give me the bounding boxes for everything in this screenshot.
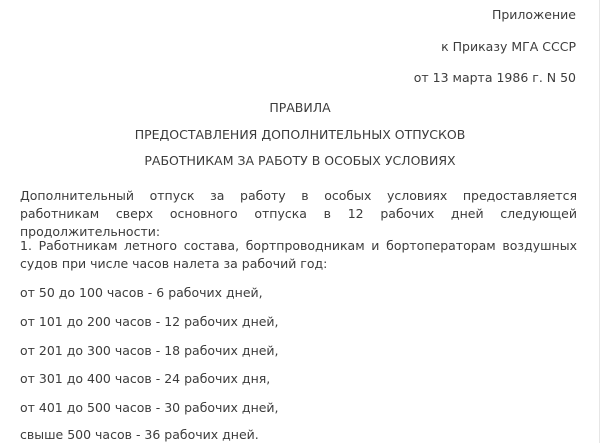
range-item: от 201 до 300 часов - 18 рабочих дней, [20,343,279,358]
header-order-date: от 13 марта 1986 г. N 50 [413,70,576,85]
range-item: свыше 500 часов - 36 рабочих дней. [20,427,259,442]
item-1-paragraph: 1. Работникам летного состава, бортпроводникам и бортоператорам воздушных судов при числе часов налета за рабочий год: [20,238,577,271]
range-item: от 50 до 100 часов - 6 рабочих дней, [20,285,263,300]
range-item: от 401 до 500 часов - 30 рабочих дней, [20,400,279,415]
header-appendix: Приложение [491,7,576,22]
header-order-reference: к Приказу МГА СССР [441,39,576,54]
range-item: от 301 до 400 часов - 24 рабочих дня, [20,371,271,386]
range-item: от 101 до 200 часов - 12 рабочих дней, [20,314,279,329]
title-line-3: РАБОТНИКАМ ЗА РАБОТУ В ОСОБЫХ УСЛОВИЯХ [144,153,456,168]
intro-paragraph: Дополнительный отпуск за работу в особых условиях предоставляется работникам сверх основного отпуска в 12 рабочих дней следующей продолжительности: [20,188,577,239]
title-rules: ПРАВИЛА [269,100,331,115]
title-line-2: ПРЕДОСТАВЛЕНИЯ ДОПОЛНИТЕЛЬНЫХ ОТПУСКОВ [134,127,466,142]
